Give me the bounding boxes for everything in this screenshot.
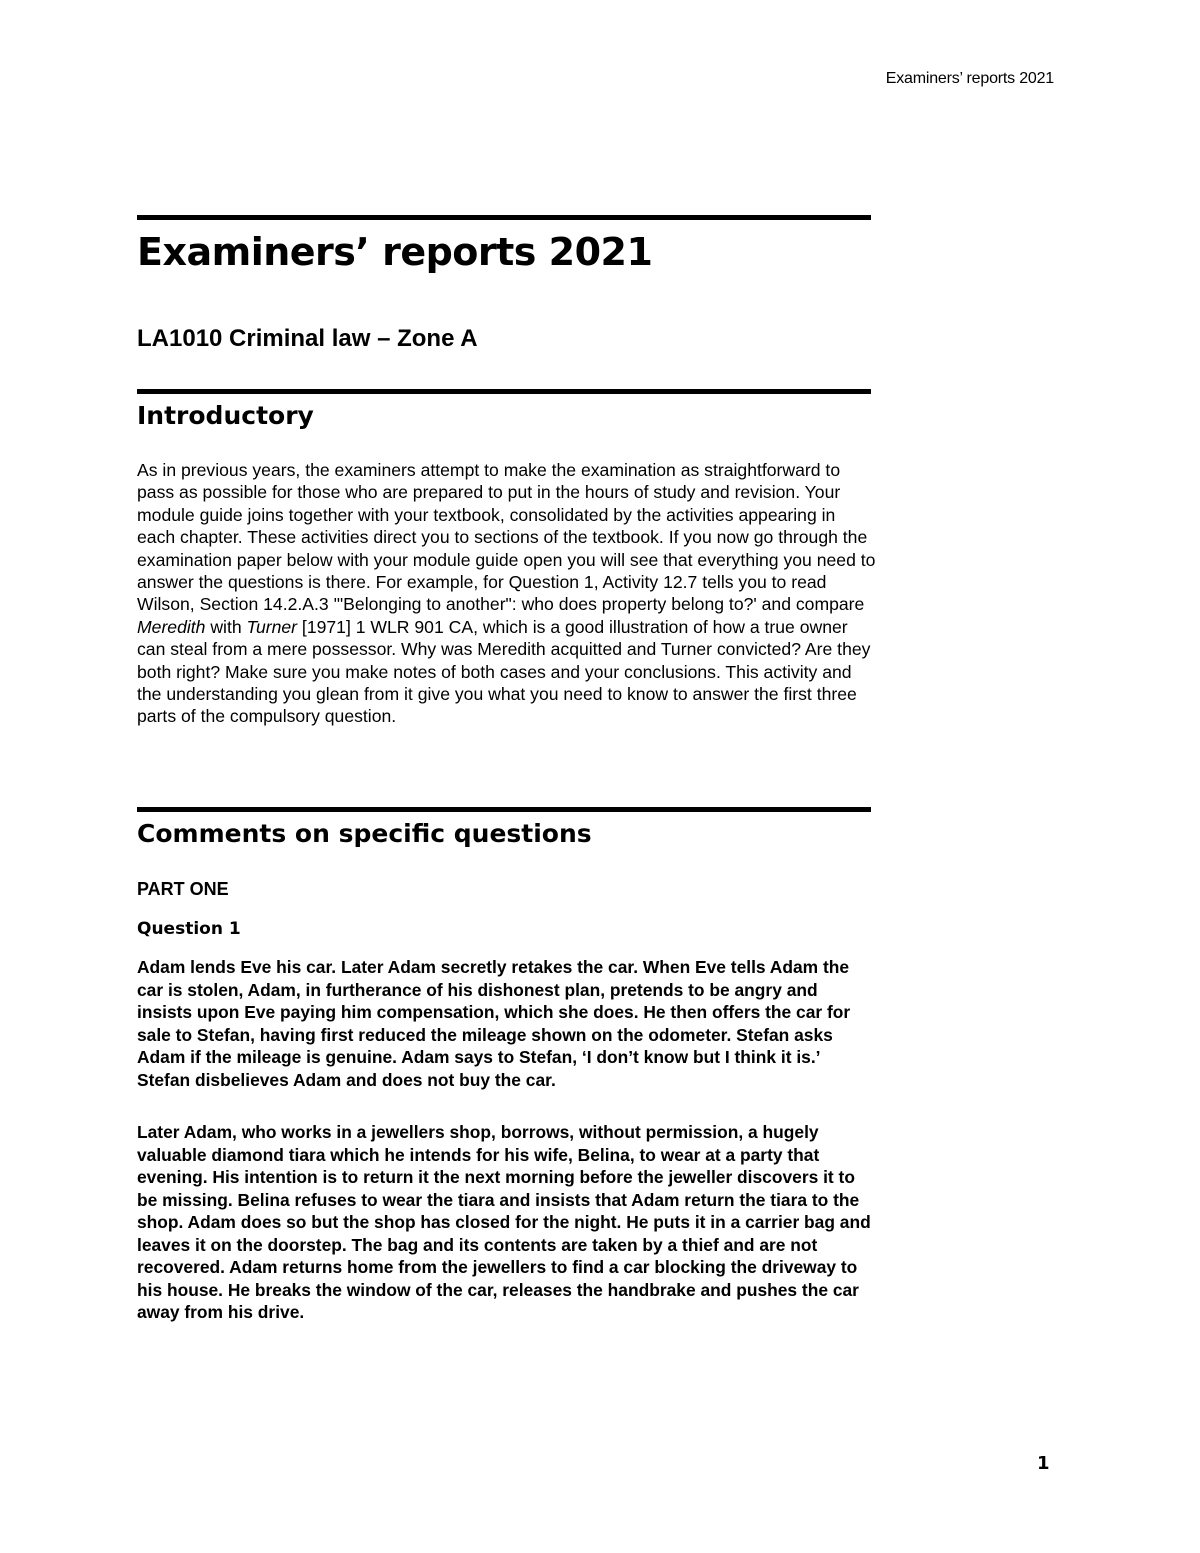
part-one-label: PART ONE — [137, 879, 229, 899]
question-1-label: Question 1 — [137, 919, 241, 939]
running-header: Examiners’ reports 2021 — [885, 70, 1054, 87]
comments-heading: Comments on specific questions — [137, 819, 592, 848]
intro-text-part3: [1971] 1 WLR 901 CA, which is a good illustration of how a true owner can steal from a mere possessor. Why was Meredith acquitted and Turner convicted? Are they both right? Make sure you make notes of both cases and your conclusions. This activity and the understanding you glean from it give you what you need to know to answer the first three parts of the compulsory question. — [137, 616, 871, 727]
comments-rule — [137, 807, 871, 812]
intro-text-part1: As in previous years, the examiners attempt to make the examination as straightforward to pass as possible for those who are prepared to put in the hours of study and revision. Your module guide joins together with your textbook, consolidated by the activities appearing in each chapter. These activities direct you to sections of the textbook. If you now go through the examination paper below with your module guide open you will see that everything you need to answer the questions is there. For example, for Question 1, Activity 12.7 tells you to read Wilson, Section 14.2.A.3 '"Belonging to another": who does property belong to?' and compare — [137, 460, 876, 615]
title-top-rule — [137, 215, 871, 220]
course-subtitle: LA1010 Criminal law – Zone A — [137, 325, 478, 352]
introductory-heading: Introductory — [137, 401, 314, 430]
question-1-paragraph-2: Later Adam, who works in a jewellers shop, borrows, without permission, a hugely valuable diamond tiara which he intends for his wife, Belina, to wear at a party that evening. His intention is to return it the next morning before the jeweller discovers it to be missing. Belina refuses to wear the tiara and insists that Adam return the tiara to the shop. Adam does so but the shop has closed for the night. He puts it in a carrier bag and leaves it on the doorstep. The bag and its contents are taken by a thief and are not recovered. Adam returns home from the jewellers to find a car blocking the driveway to his house. He breaks the window of the car, releases the handbrake and pushes the car away from his drive. — [137, 1122, 871, 1322]
introductory-paragraph — [137, 459, 877, 728]
introductory-rule — [137, 389, 871, 394]
question-1-paragraph-1: Adam lends Eve his car. Later Adam secretly retakes the car. When Eve tells Adam the car is stolen, Adam, in furtherance of his dishonest plan, pretends to be angry and insists upon Eve paying him compensation, which she does. He then offers the car for sale to Stefan, having first reduced the mileage shown on the odometer. Stefan asks Adam if the mileage is genuine. Adam says to Stefan, ‘I don’t know but I think it is.’ Stefan disbelieves Adam and does not buy the car. — [137, 957, 851, 1090]
page-title: Examiners’ reports 2021 — [137, 230, 653, 274]
case-name-meredith: Meredith — [137, 616, 206, 637]
case-name-turner: Turner — [246, 616, 298, 637]
intro-text-part2: with — [205, 616, 247, 637]
page-number: 1 — [1037, 1453, 1050, 1474]
